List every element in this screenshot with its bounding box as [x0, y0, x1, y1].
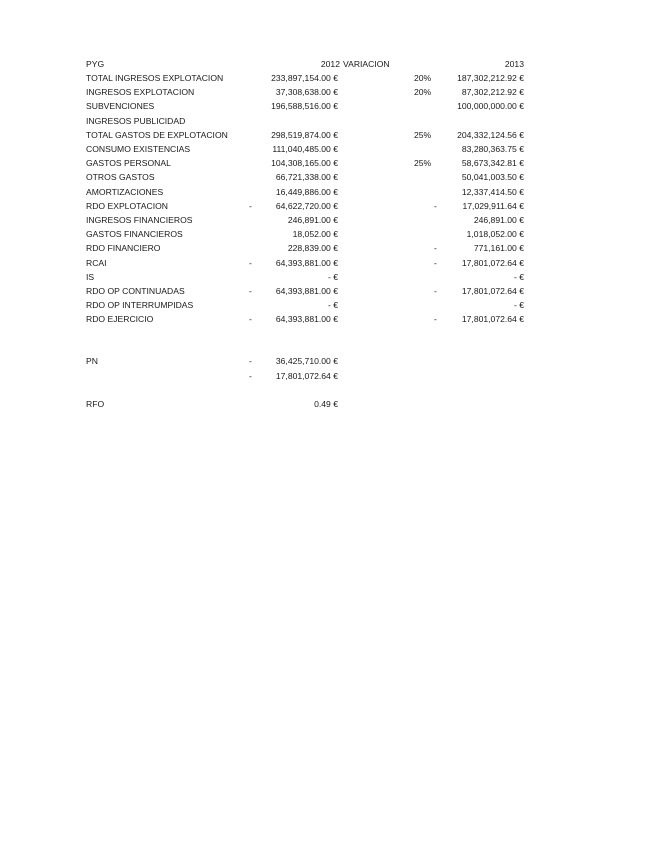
row-label: GASTOS FINANCIEROS — [86, 229, 183, 240]
row-label: RDO FINANCIERO — [86, 243, 161, 254]
negative-sign-2012: - — [249, 314, 252, 325]
value-2012: 64,393,881.00 € — [275, 286, 338, 296]
rfo-value: 0.49 € — [314, 399, 338, 409]
value-2013: 58,673,342.81 € — [461, 158, 524, 169]
value-2013: 1,018,052.00 € — [466, 229, 524, 240]
pn-value-2: 17,801,072.64 € — [275, 371, 338, 381]
variacion-value: 25% — [414, 158, 432, 169]
row-label: AMORTIZACIONES — [86, 186, 164, 197]
row-label: SUBVENCIONES — [86, 101, 155, 112]
table-row — [0, 86, 655, 99]
row-label: INGRESOS EXPLOTACION — [86, 87, 195, 98]
table-row — [0, 257, 655, 270]
header-variacion: VARIACION — [343, 59, 390, 69]
header-label: PYG — [86, 59, 105, 69]
value-2013: 187,302,212.92 € — [457, 73, 524, 83]
negative-sign-2012: - — [249, 286, 252, 296]
pn-negative-sign-2: - — [249, 371, 252, 381]
negative-sign-2013: - — [434, 314, 437, 325]
negative-sign-2012: - — [249, 200, 252, 211]
table-row — [0, 157, 655, 170]
value-2012: 64,393,881.00 € — [275, 257, 338, 268]
value-2013: 246,891.00 € — [473, 215, 524, 225]
row-label: RDO OP CONTINUADAS — [86, 286, 185, 296]
value-2012: 104,308,165.00 € — [271, 158, 338, 169]
negative-sign-2013: - — [434, 286, 437, 296]
table-row — [0, 299, 655, 312]
row-label: RDO EJERCICIO — [86, 314, 154, 325]
value-2013: - € — [513, 271, 524, 282]
pn-value: 36,425,710.00 € — [275, 356, 338, 366]
value-2013: 12,337,414.50 € — [461, 186, 524, 197]
value-2012: 246,891.00 € — [287, 215, 338, 225]
row-label: OTROS GASTOS — [86, 172, 155, 183]
rfo-row — [0, 398, 655, 411]
table-row — [0, 171, 655, 184]
table-row — [0, 313, 655, 326]
row-label: TOTAL GASTOS DE EXPLOTACION — [86, 129, 228, 140]
pn-row-1 — [0, 355, 655, 368]
value-2012: - € — [327, 300, 338, 311]
row-label: CONSUMO EXISTENCIAS — [86, 144, 191, 154]
header-row — [0, 58, 655, 71]
header-2012: 2012 — [320, 59, 340, 69]
row-label: INGRESOS PUBLICIDAD — [86, 115, 186, 126]
value-2013: 50,041,003.50 € — [461, 172, 524, 183]
row-label: IS — [86, 271, 95, 282]
value-2013: 17,801,072.64 € — [461, 314, 524, 325]
table-row — [0, 271, 655, 284]
table-row — [0, 214, 655, 227]
value-2012: 196,588,516.00 € — [271, 101, 338, 112]
value-2012: - € — [327, 271, 338, 282]
table-row — [0, 143, 655, 156]
value-2012: 298,519,874.00 € — [271, 129, 338, 140]
value-2012: 18,052.00 € — [292, 229, 338, 240]
negative-sign-2013: - — [434, 243, 437, 254]
value-2012: 66,721,338.00 € — [275, 172, 338, 183]
value-2013: 87,302,212.92 € — [461, 87, 524, 98]
value-2013: 17,029,911.64 € — [462, 200, 524, 211]
value-2012: 111,040,485.00 € — [272, 144, 338, 154]
negative-sign-2012: - — [249, 257, 252, 268]
rfo-label: RFO — [86, 399, 105, 409]
value-2012: 64,393,881.00 € — [275, 314, 338, 325]
table-row — [0, 200, 655, 213]
value-2012: 228,839.00 € — [287, 243, 338, 254]
pn-row-2 — [0, 370, 655, 383]
value-2013: 204,332,124.56 € — [457, 129, 524, 140]
value-2013: - € — [513, 300, 524, 311]
variacion-value: 20% — [414, 87, 432, 98]
negative-sign-2013: - — [434, 200, 437, 211]
value-2013: 17,801,072.64 € — [461, 286, 524, 296]
table-row — [0, 129, 655, 142]
variacion-value: 20% — [414, 73, 432, 83]
value-2013: 17,801,072.64 € — [461, 257, 524, 268]
table-row — [0, 242, 655, 255]
row-label: TOTAL INGRESOS EXPLOTACION — [86, 73, 224, 83]
table-row — [0, 72, 655, 85]
table-row — [0, 115, 655, 128]
value-2012: 233,897,154.00 € — [271, 73, 338, 83]
value-2013: 83,280,363.75 € — [461, 144, 524, 154]
value-2013: 771,161.00 € — [473, 243, 524, 254]
value-2013: 100,000,000.00 € — [457, 101, 524, 112]
table-row — [0, 100, 655, 113]
negative-sign-2013: - — [434, 257, 437, 268]
value-2012: 64,622,720.00 € — [275, 200, 338, 211]
pn-label: PN — [86, 356, 98, 366]
table-row — [0, 285, 655, 298]
row-label: RCAI — [86, 257, 107, 268]
header-2013: 2013 — [504, 59, 524, 69]
table-row — [0, 228, 655, 241]
value-2012: 16,449,886.00 € — [275, 186, 338, 197]
row-label: RDO EXPLOTACION — [86, 200, 168, 211]
table-row — [0, 186, 655, 199]
row-label: INGRESOS FINANCIEROS — [86, 215, 193, 225]
row-label: RDO OP INTERRUMPIDAS — [86, 300, 194, 311]
pn-negative-sign: - — [249, 356, 252, 366]
row-label: GASTOS PERSONAL — [86, 158, 171, 169]
variacion-value: 25% — [414, 129, 432, 140]
value-2012: 37,308,638.00 € — [275, 87, 338, 98]
